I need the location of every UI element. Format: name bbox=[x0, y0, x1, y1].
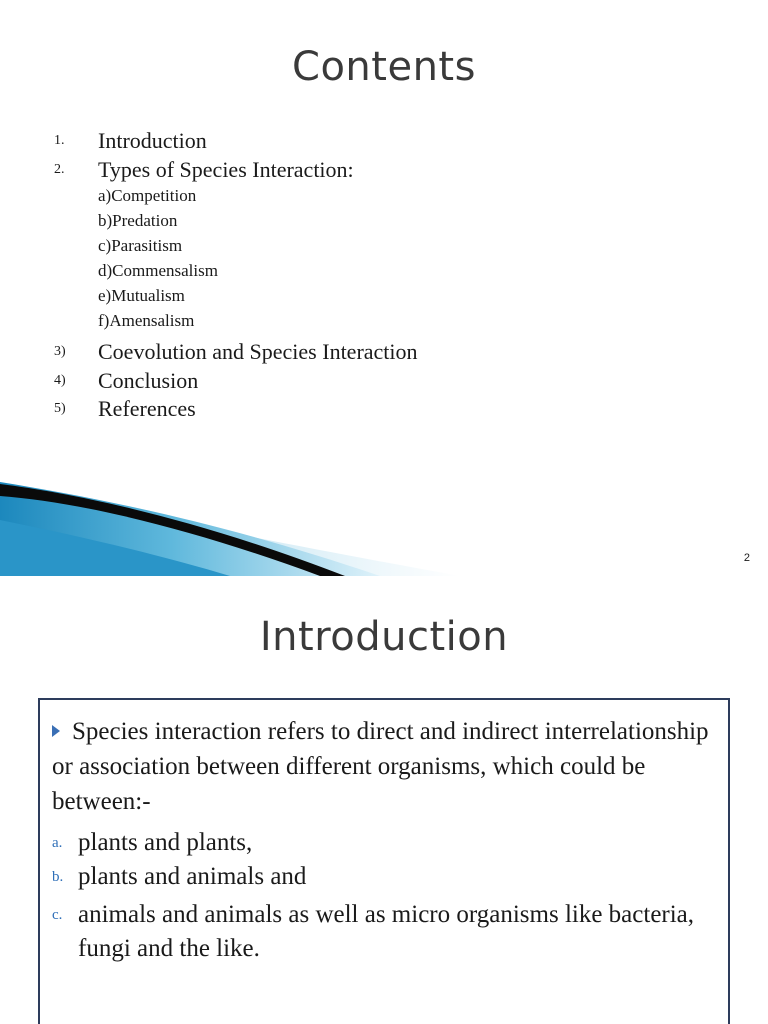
contents-subitem: e)Mutualism bbox=[98, 286, 185, 305]
list-text: plants and plants, bbox=[78, 829, 253, 856]
contents-item bbox=[54, 126, 207, 154]
list-letter: c. bbox=[52, 907, 63, 923]
contents-item bbox=[54, 337, 418, 365]
item-text: Types of Species Interaction: bbox=[98, 156, 354, 182]
contents-subitem: d)Commensalism bbox=[98, 261, 218, 280]
item-text: Conclusion bbox=[98, 367, 199, 393]
item-text: Introduction bbox=[98, 127, 207, 153]
bullet-triangle-icon bbox=[52, 725, 60, 737]
item-number: 1. bbox=[54, 132, 65, 148]
bullet-text: Species interaction refers to direct and indirect interrelationship or association between different organisms, which could be between:- bbox=[52, 718, 709, 815]
list-item bbox=[52, 898, 712, 966]
slide-introduction bbox=[0, 594, 768, 1024]
contents-subitem: f)Amensalism bbox=[98, 311, 195, 330]
list-text: animals and animals as well as micro organisms like bacteria, fungi and the like. bbox=[78, 901, 695, 962]
content-box bbox=[38, 698, 730, 1024]
contents-item bbox=[54, 155, 354, 183]
item-text: Coevolution and Species Interaction bbox=[98, 338, 418, 364]
contents-subitem: c)Parasitism bbox=[98, 236, 183, 255]
list-letter: a. bbox=[52, 835, 63, 851]
item-number: 5) bbox=[54, 400, 66, 416]
contents-item bbox=[54, 394, 196, 422]
list-text: plants and animals and bbox=[78, 863, 307, 890]
contents-subitem: a)Competition bbox=[98, 186, 197, 205]
slide-title: Introduction bbox=[259, 614, 509, 660]
slide-gap bbox=[0, 576, 768, 594]
list-item bbox=[52, 860, 712, 894]
item-number: 3) bbox=[54, 343, 66, 359]
contents-subitem: b)Predation bbox=[98, 211, 178, 230]
list-letter: b. bbox=[52, 869, 64, 885]
page-number: 2 bbox=[743, 552, 750, 564]
item-text: References bbox=[98, 395, 196, 421]
decorative-swoosh bbox=[0, 420, 768, 576]
slide-title: Contents bbox=[292, 44, 476, 90]
list-item bbox=[52, 826, 712, 860]
contents-item bbox=[54, 366, 198, 394]
bullet-paragraph bbox=[52, 714, 712, 819]
item-number: 4) bbox=[54, 372, 66, 388]
item-number: 2. bbox=[54, 161, 65, 177]
